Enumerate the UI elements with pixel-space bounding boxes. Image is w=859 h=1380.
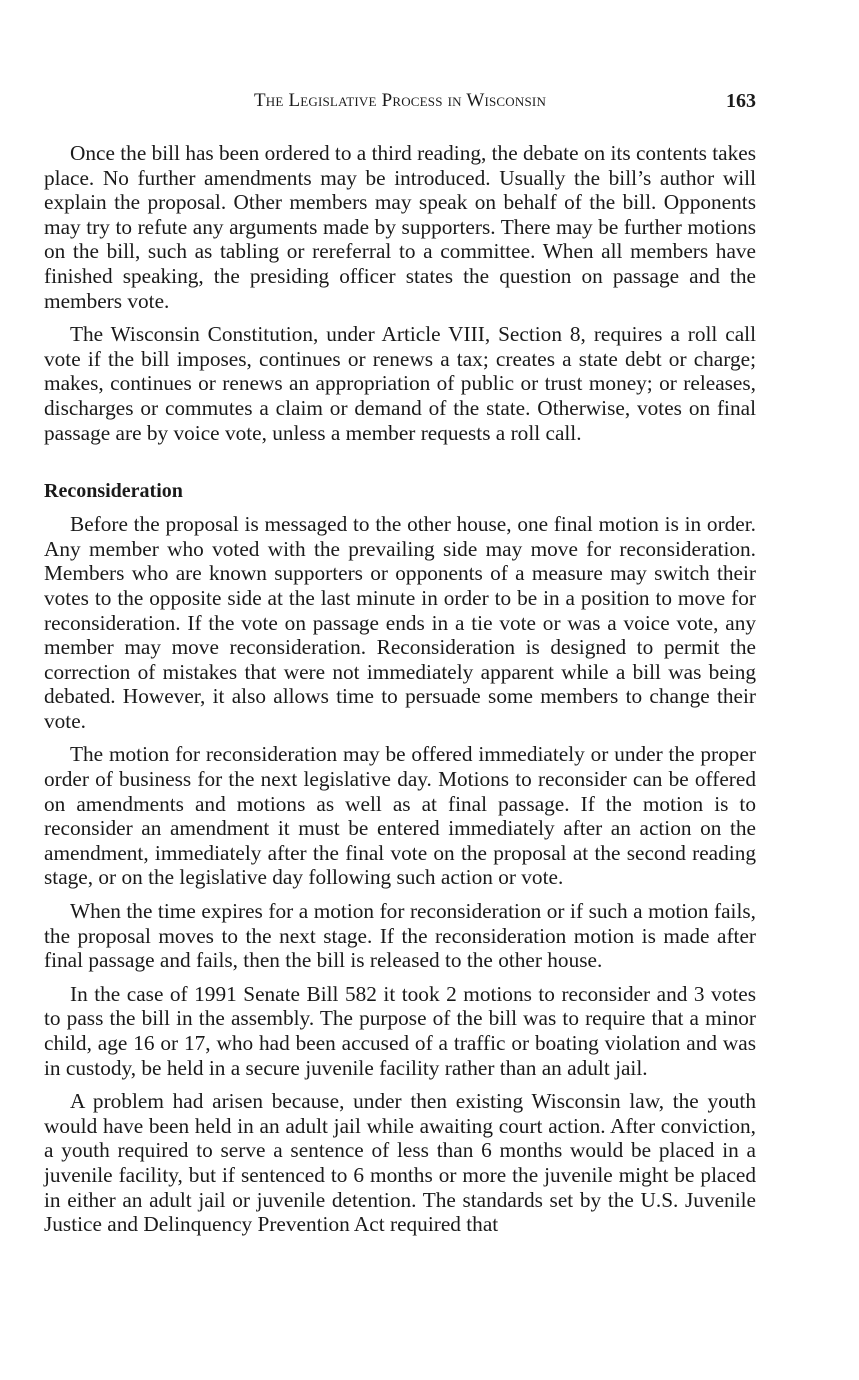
section-heading-reconsideration: Reconsideration [44,480,183,503]
paragraph-reconsideration-timing: The motion for reconsideration may be offered immediately or under the proper order of business for the next legislative day. Motions to reconsider can be offered on amendments and motions as well as at final passage. If the motion is to reconsider an amendment it must be entered immediately after an action on the amendment, immediately after the final vote on the proposal at the second reading stage, or on the legislative day following such action or vote. [44,742,756,890]
paragraph-roll-call-requirement: The Wisconsin Constitution, under Article VIII, Section 8, requires a roll call vote if the bill imposes, continues or renews a tax; creates a state debt or charge; makes, continues or renews an appropriation of public or trust money; or releases, discharges or commutes a claim or demand of the state. Otherwise, votes on final passage are by voice vote, unless a member requests a roll call. [44,322,756,445]
paragraph-juvenile-problem: A problem had arisen because, under then existing Wisconsin law, the youth would have been held in an adult jail while awaiting court action. After conviction, a youth required to serve a sentence of less than 6 months would be placed in a juvenile facility, but if sentenced to 6 months or more the juvenile might be placed in either an adult jail or juvenile detention. The standards set by the U.S. Juvenile Justice and Delinquency Prevention Act required that [44,1089,756,1237]
document-page [44,0,756,1380]
paragraph-reconsideration-expiry: When the time expires for a motion for reconsideration or if such a motion fails, the proposal moves to the next stage. If the reconsideration motion is made after final passage and fails, then the bill is released to the other house. [44,899,756,973]
running-title: The Legislative Process in Wisconsin [253,90,547,111]
paragraph-reconsideration-motion: Before the proposal is messaged to the other house, one final motion is in order. Any member who voted with the prevailing side may move for reconsideration. Members who are known supporters or opponents of a measure may switch their votes to the opposite side at the last minute in order to be in a position to move for reconsideration. If the vote on passage ends in a tie vote or was a voice vote, any member may move reconsideration. Reconsideration is designed to permit the correction of mistakes that were not immediately apparent while a bill was being debated. However, it also allows time to persuade some members to change their vote. [44,512,756,733]
paragraph-senate-bill-582: In the case of 1991 Senate Bill 582 it took 2 motions to reconsider and 3 votes to pass the bill in the assembly. The purpose of the bill was to require that a minor child, age 16 or 17, who had been accused of a traffic or boating violation and was in custody, be held in a secure juvenile facility rather than an adult jail. [44,981,756,1080]
page-number: 163 [726,90,756,112]
body-text [44,141,756,1246]
paragraph-third-reading-debate: Once the bill has been ordered to a third reading, the debate on its contents takes place. No further amendments may be introduced. Usually the bill’s author will explain the proposal. Other members may speak on behalf of the bill. Opponents may try to refute any arguments made by supporters. There may be further motions on the bill, such as tabling or rereferral to a committee. When all members have finished speaking, the presiding officer states the question on passage and the members vote. [44,141,757,313]
running-head [44,88,756,114]
